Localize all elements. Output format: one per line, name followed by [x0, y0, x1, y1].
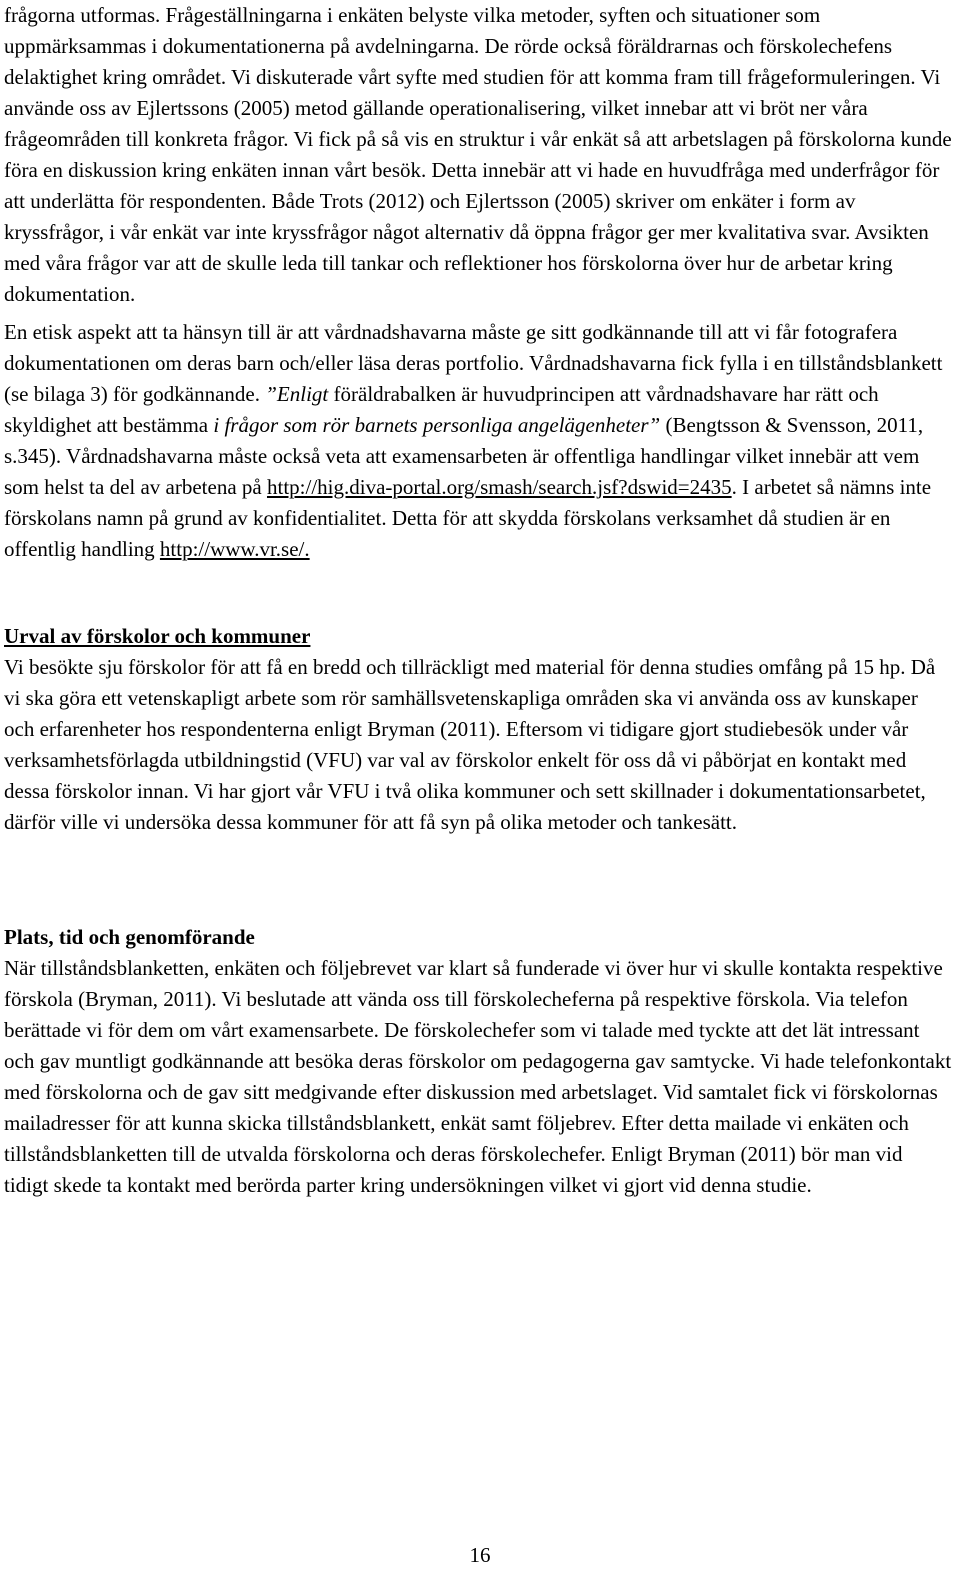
paragraph-selection: Vi besökte sju förskolor för att få en bredd och tillräckligt med material för denna studies omfång på 15 hp. Då vi ska göra ett vetenskapligt arbete som rör samhällsvetenskapliga områden ska vi använda oss av kunskaper och erfarenheter hos respondenterna enligt Bryman (2011). Eftersom vi tidigare gjort studiebesök under vår verksamhetsförlagda utbildningstid (VFU) var val av förskolor enkelt för oss då vi påbörjat en kontakt med dessa förskolor innan. Vi har gjort vår VFU i två olika kommuner och sett skillnader i dokumentationsarbetet, därför ville vi undersöka dessa kommuner för att få syn på olika metoder och tankesätt.	[4, 655, 936, 834]
ethics-text-b: föräldrabalken är huvudprincipen att vårdnadshavare har rätt och skyldighet att bestämma	[4, 382, 879, 437]
ethics-text-d: . I arbetet så nämns inte förskolans namn på grund av konfidentialitet. Detta för att skydda förskolans verksamhet då studien är en offentlig handling	[4, 475, 932, 561]
ethics-quote-open: ”Enligt	[260, 382, 329, 406]
heading-plats	[4, 922, 952, 953]
vr-link[interactable]: http://www.vr.se/.	[159, 537, 310, 561]
heading-urval-text: Urval av förskolor och kommuner	[4, 624, 311, 648]
paragraph-ethics	[4, 317, 952, 565]
paragraph-survey-method: frågorna utformas. Frågeställningarna i enkäten belyste vilka metoder, syften och situationer som uppmärksammas i dokumentationerna på avdelningarna. De rörde också föräldrarnas och förskolechefens delaktighet kring området. Vi diskuterade vårt syfte med studien för att komma fram till frågeformuleringen. Vi använde oss av Ejlertssons (2005) metod gällande operationalisering, vilket innebar att vi bröt ner våra frågeområden till konkreta frågor. Vi fick på så vis en struktur i vår enkät så att arbetslagen på förskolorna kunde föra en diskussion kring enkäten innan vårt besök. Detta innebär att vi hade en huvudfråga med underfrågor för att underlätta för respondenten. Både Trots (2012) och Ejlertsson (2005) skriver om enkäter i form av kryssfrågor, i vår enkät var inte kryssfrågor något alternativ då öppna frågor ger mer kvalitativa svar. Avsikten med våra frågor var att de skulle leda till tankar och reflektioner hos förskolorna över hur de arbetar kring dokumentation.	[4, 3, 952, 306]
heading-plats-text: Plats, tid och genomförande	[4, 925, 255, 949]
diva-portal-link[interactable]: http://hig.diva-portal.org/smash/search.jsf?dswid=2435	[266, 475, 732, 499]
paragraph-procedure: När tillståndsblanketten, enkäten och följebrevet var klart så funderade vi över hur vi skulle kontakta respektive förskola (Bryman, 2011). Vi beslutade att vända oss till förskolecheferna på respektive förskola. Via telefon berättade vi för dem om vårt examensarbete. De förskolechefer som vi talade med tyckte att det lät intressant och gav muntligt godkännande att besöka deras förskolor om pedagogerna gav samtycke. Vi hade telefonkontakt med förskolorna och de gav sitt medgivande efter diskussion med arbetslaget. Vid samtalet fick vi förskolornas mailadresser för att kunna skicka tillståndsblankett, enkät samt följebrev. Efter detta mailade vi enkäten och tillståndsblanketten till de utvalda förskolorna och deras förskolechefer. Enligt Bryman (2011) bör man vid tidigt skede ta kontakt med berörda parter kring undersökningen vilket vi gjort vid denna studie.	[4, 956, 952, 1197]
ethics-quote-italic: i frågor som rör barnets personliga angelägenheter”	[208, 413, 661, 437]
document-body	[4, 0, 952, 1201]
heading-urval	[4, 621, 952, 652]
ethics-text-a: En etisk aspekt att ta hänsyn till är att vårdnadshavarna måste ge sitt godkännande till att vi får fotografera dokumentationen om deras barn och/eller läsa deras portfolio. Vårdnadshavarna fick fylla i en tillståndsblankett (se bilaga 3) för godkännande.	[4, 320, 943, 406]
ethics-text-c: (Bengtsson & Svensson, 2011, s.345). Vårdnadshavarna måste också veta att examensarbeten är offentliga handlingar vilket innebär att vem som helst ta del av arbetena på	[4, 413, 924, 499]
page-number: 16	[469, 1543, 491, 1567]
